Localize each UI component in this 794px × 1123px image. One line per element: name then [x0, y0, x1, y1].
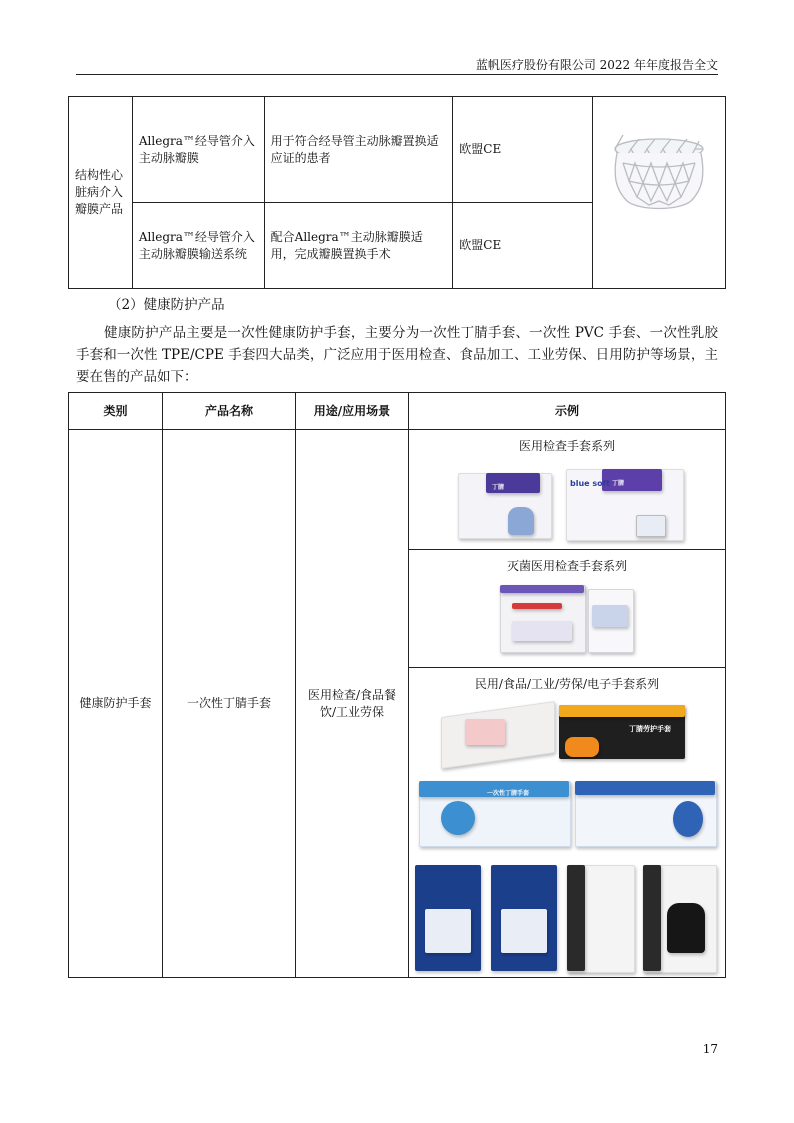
example-title: 灭菌医用检查手套系列: [506, 559, 627, 573]
civil-glove-boxes-image: 丁腈劳护手套 一次性丁腈手套: [415, 697, 719, 973]
example-title: 医用检查手套系列: [518, 439, 615, 453]
section-subheading: （2）健康防护产品: [108, 297, 225, 313]
header-usage: 用途/应用场景: [296, 393, 409, 430]
product-name: Allegra™经导管介入主动脉瓣膜: [138, 133, 255, 165]
product-name-cell: [132, 97, 264, 203]
category-cell: [69, 97, 133, 289]
section-paragraph: 健康防护产品主要是一次性健康防护手套，主要分为一次性丁腈手套、一次性 PVC 手套、一次性乳胶手套和一次性 TPE/CPE 手套四大品类，广泛应用于医用检查、食品加工、工业劳保、日用防护等场景，主要在售的产品如下：: [76, 325, 718, 385]
report-header-title: 蓝帆医疗股份有限公司 2022 年年度报告全文: [475, 58, 718, 72]
header-category: 类别: [69, 393, 163, 430]
category-text: 结构性心脏病介入瓣膜产品: [75, 168, 124, 216]
structural-heart-product-table: [68, 96, 726, 289]
glove-usage-cell: [296, 430, 409, 978]
glove-product-table: [68, 392, 726, 978]
example-cell-medical: [409, 430, 726, 550]
example-title: 民用/食品/工业/劳保/电子手套系列: [474, 677, 660, 691]
page-number: 17: [702, 1042, 718, 1056]
example-cell-sterile: [409, 550, 726, 668]
medical-glove-boxes-image: 丁腈 blue soft 丁腈: [452, 461, 682, 543]
certification-cell: [453, 203, 593, 289]
header-divider: [76, 74, 718, 75]
usage-cell: [264, 203, 453, 289]
usage-text: 配合Allegra™主动脉瓣膜适用，完成瓣膜置换手术: [270, 229, 423, 261]
glove-product-name: 一次性丁腈手套: [186, 696, 271, 710]
glove-product-cell: [163, 430, 296, 978]
example-cell-civil: [409, 668, 726, 978]
product-name-cell: [132, 203, 264, 289]
glove-category-cell: [69, 430, 163, 978]
usage-cell: [264, 97, 453, 203]
usage-text: 用于符合经导管主动脉瓣置换适应证的患者: [270, 133, 439, 165]
heart-valve-stent-image: [593, 97, 725, 283]
header-product-name: 产品名称: [163, 393, 296, 430]
certification-cell: [453, 97, 593, 203]
sterile-glove-boxes-image: [492, 581, 642, 657]
valve-image-cell: [592, 97, 725, 289]
certification-text: 欧盟CE: [459, 142, 502, 157]
header-example: 示例: [409, 393, 726, 430]
certification-text: 欧盟CE: [459, 238, 502, 253]
glove-category: 健康防护手套: [79, 696, 152, 710]
glove-usage: 医用检查/食品餐饮/工业劳保: [307, 687, 397, 719]
product-name: Allegra™经导管介入主动脉瓣膜输送系统: [138, 229, 255, 261]
